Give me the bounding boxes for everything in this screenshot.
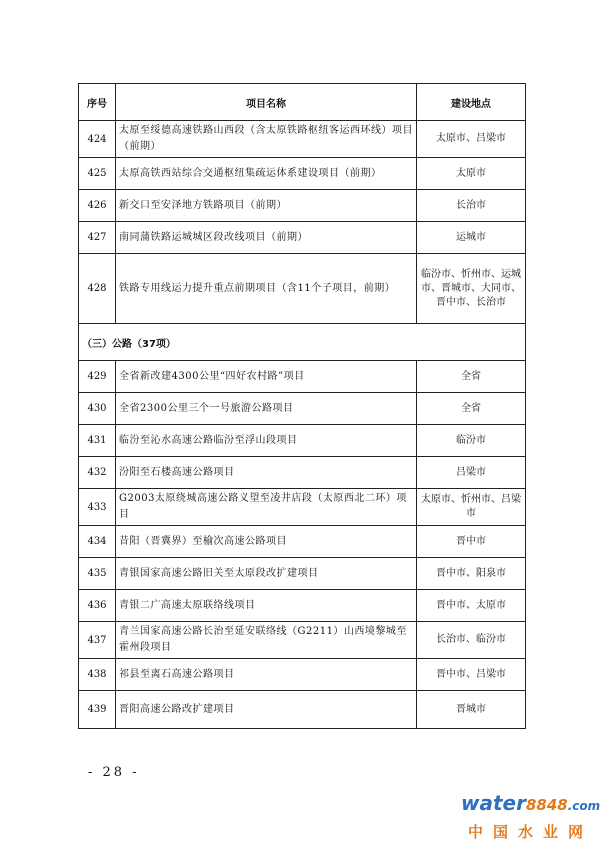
row-number: 427: [79, 222, 116, 254]
table-row: [79, 393, 526, 425]
header-name: 项目名称: [116, 84, 417, 121]
row-number: 425: [79, 158, 116, 190]
watermark-brand-a: water: [461, 791, 526, 815]
row-number: 426: [79, 190, 116, 222]
row-project-name: 全省新改建4300公里“四好农村路”项目: [116, 361, 417, 393]
row-number: 432: [79, 457, 116, 489]
table-row: [79, 526, 526, 558]
row-project-name: 祁县至离石高速公路项目: [116, 659, 417, 691]
table-body-road: [79, 361, 526, 729]
row-project-name: 青兰国家高速公路长治至延安联络线（G2211）山西境黎城至霍州段项目: [116, 622, 417, 659]
row-location: 长治市、临汾市: [417, 622, 526, 659]
section-title: （三）公路（37项）: [79, 324, 526, 361]
section-row: [79, 324, 526, 361]
row-number: 424: [79, 121, 116, 158]
row-location: 吕梁市: [417, 457, 526, 489]
row-project-name: 汾阳至石楼高速公路项目: [116, 457, 417, 489]
table-row: [79, 121, 526, 158]
row-location: 晋中市: [417, 526, 526, 558]
table-row: [79, 457, 526, 489]
row-project-name: 晋阳高速公路改扩建项目: [116, 691, 417, 729]
row-location: 晋中市、阳泉市: [417, 558, 526, 590]
page-number: - 28 -: [88, 765, 140, 780]
table-row: [79, 158, 526, 190]
row-project-name: 太原至绥德高速铁路山西段（含太原铁路枢纽客运西环线）项目（前期）: [116, 121, 417, 158]
watermark-cn: 中国水业网: [467, 823, 593, 841]
row-number: 438: [79, 659, 116, 691]
row-number: 433: [79, 489, 116, 526]
table-row: [79, 590, 526, 622]
row-number: 439: [79, 691, 116, 729]
row-location: 临汾市、忻州市、运城市、晋城市、大同市、晋中市、长治市: [417, 254, 526, 324]
row-number: 430: [79, 393, 116, 425]
table-header-row: [79, 84, 526, 121]
table-row: [79, 425, 526, 457]
row-number: 435: [79, 558, 116, 590]
table-body-rail: [79, 121, 526, 324]
row-project-name: 新交口至安泽地方铁路项目（前期）: [116, 190, 417, 222]
row-project-name: 太原高铁西站综合交通枢纽集疏运体系建设项目（前期）: [116, 158, 417, 190]
header-num: 序号: [79, 84, 116, 121]
row-number: 429: [79, 361, 116, 393]
table-row: [79, 558, 526, 590]
row-location: 临汾市: [417, 425, 526, 457]
table-row: [79, 254, 526, 324]
project-table: [78, 83, 526, 729]
table-row: [79, 222, 526, 254]
row-project-name: 昔阳（晋冀界）至榆次高速公路项目: [116, 526, 417, 558]
row-project-name: 临汾至沁水高速公路临汾至浮山段项目: [116, 425, 417, 457]
row-location: 运城市: [417, 222, 526, 254]
row-project-name: 南同蒲铁路运城城区段改线项目（前期）: [116, 222, 417, 254]
watermark-brand-b: 8848: [525, 796, 568, 814]
row-number: 437: [79, 622, 116, 659]
table-row: [79, 361, 526, 393]
row-location: 晋中市、吕梁市: [417, 659, 526, 691]
row-location: 全省: [417, 393, 526, 425]
row-location: 太原市: [417, 158, 526, 190]
row-location: 太原市、吕梁市: [417, 121, 526, 158]
row-project-name: 青银国家高速公路旧关至太原段改扩建项目: [116, 558, 417, 590]
watermark-logo: [461, 791, 600, 842]
watermark-brand-c: .com: [567, 799, 600, 813]
row-number: 434: [79, 526, 116, 558]
table-row: [79, 489, 526, 526]
row-location: 晋城市: [417, 691, 526, 729]
row-location: 全省: [417, 361, 526, 393]
row-number: 428: [79, 254, 116, 324]
row-project-name: G2003太原绕城高速公路义望至凌井店段（太原西北二环）项目: [116, 489, 417, 526]
row-number: 436: [79, 590, 116, 622]
table-row: [79, 659, 526, 691]
row-location: 太原市、忻州市、吕梁市: [417, 489, 526, 526]
header-location: 建设地点: [417, 84, 526, 121]
table-row: [79, 622, 526, 659]
row-location: 晋中市、太原市: [417, 590, 526, 622]
table-row: [79, 691, 526, 729]
row-number: 431: [79, 425, 116, 457]
row-project-name: 青银二广高速太原联络线项目: [116, 590, 417, 622]
row-location: 长治市: [417, 190, 526, 222]
row-project-name: 全省2300公里三个一号旅游公路项目: [116, 393, 417, 425]
table-row: [79, 190, 526, 222]
row-project-name: 铁路专用线运力提升重点前期项目（含11个子项目，前期）: [116, 254, 417, 324]
